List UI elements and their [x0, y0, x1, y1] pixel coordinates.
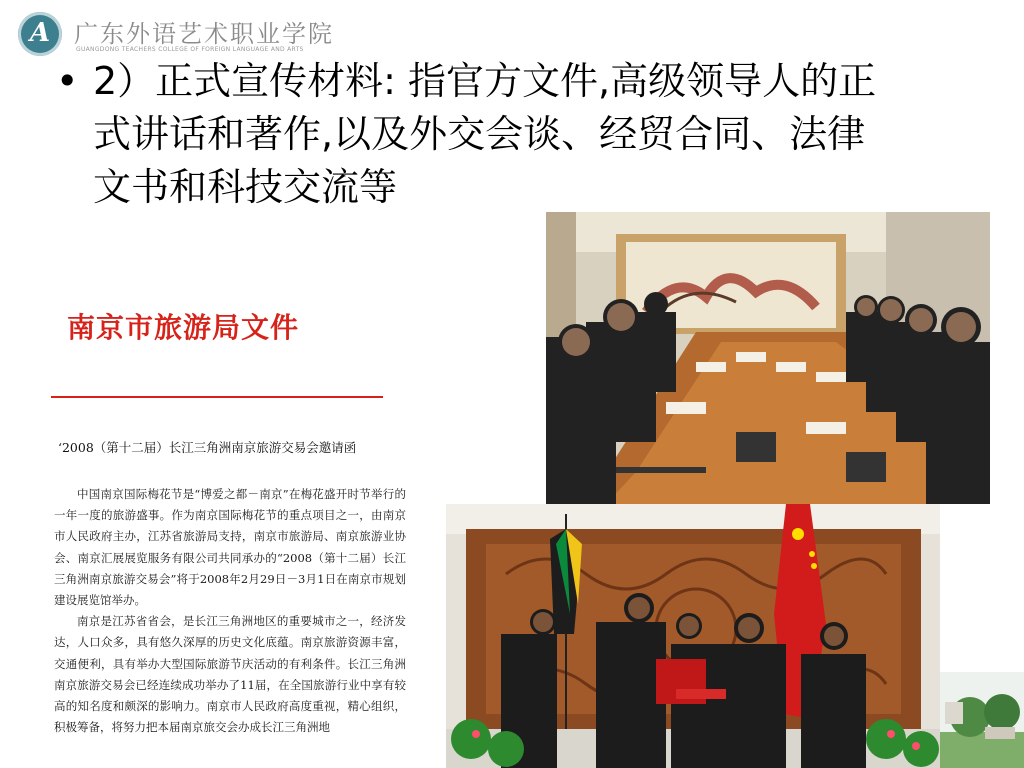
- photo-signing: [446, 504, 940, 768]
- document-paragraph: 中国南京国际梅花节是“博爱之都－南京”在梅花盛开时节举行的一年一度的旅游盛事。作为南京国际梅花节的重点项目之一，由南京市人民政府主办，江苏省旅游局支持，南京市旅游局、南京旅游业协会、南京汇展展览服务有限公司共同承办的“2008（第十二届）长江三角洲南京旅游交易会”将于2008年2月29日－3月1日在南京市规划建设展览馆举办。: [54, 487, 406, 608]
- document-red-rule: [51, 396, 383, 398]
- official-document-image: [34, 268, 432, 768]
- document-paragraph: 南京是江苏省省会，是长江三角洲地区的重要城市之一，经济发达，人口众多，具有悠久深厚的历史文化底蕴。南京旅游资源丰富，交通便利，具有举办大型国际旅游节庆活动的有利条件。长江三角洲南京旅游交易会已经连续成功举办了11届，在全国旅游行业中享有较高的知名度和颇深的影响力。南京市人民政府高度重视，精心组织，积极筹备，将努力把本届南京旅交会办成长江三角洲地: [54, 614, 406, 735]
- signing-scene-svg: [446, 504, 940, 768]
- meeting-scene-svg: [546, 212, 990, 504]
- institution-name: 广东外语艺术职业学院: [74, 20, 334, 48]
- photo-meeting: [546, 212, 990, 504]
- institution-name-en: GUANGDONG TEACHERS COLLEGE OF FOREIGN LANGUAGE AND ARTS: [76, 46, 304, 53]
- logo-mark-icon: [18, 12, 62, 56]
- college-logo: [18, 10, 334, 60]
- bullet-marker: •: [56, 59, 79, 103]
- document-body: [54, 484, 406, 738]
- document-heading: 南京市旅游局文件: [67, 311, 300, 344]
- document-subject: ‘2008（第十二届）长江三角洲南京旅游交易会邀请函: [58, 440, 357, 455]
- corner-landscape-image: [940, 672, 1024, 768]
- bullet-text: 2）正式宣传材料: 指官方文件,高级领导人的正式讲话和著作,以及外交会谈、经贸合同、法律文书和科技交流等: [93, 59, 877, 209]
- logo-initial: A: [29, 18, 51, 48]
- landscape-svg: [940, 672, 1024, 768]
